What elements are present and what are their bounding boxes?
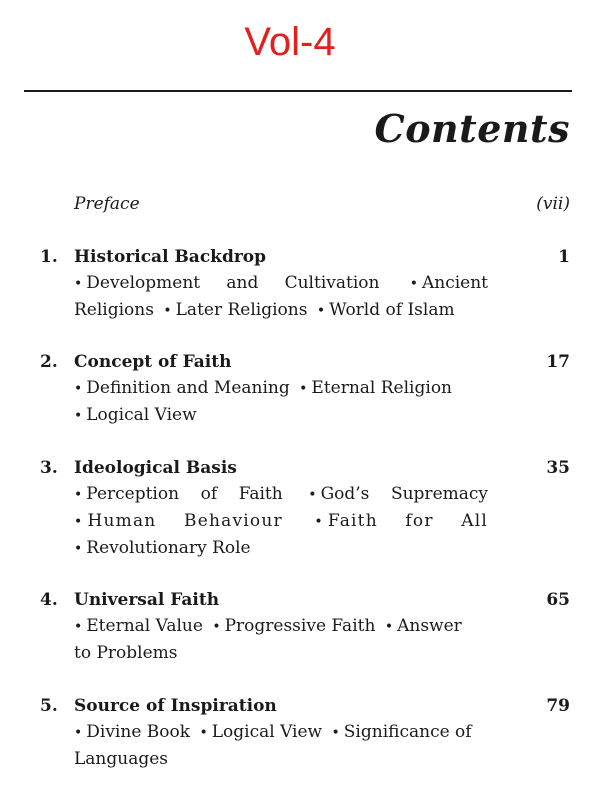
topic-item: Languages (74, 749, 169, 769)
preface-page-number: (vii) (536, 194, 570, 214)
topic-line (74, 297, 488, 324)
bullet-icon: • (409, 276, 418, 292)
chapter-page-number: 17 (546, 352, 570, 372)
topic-item: Eternal Religion (311, 378, 452, 398)
bullet-icon: • (74, 487, 83, 503)
chapter-page-number: 35 (546, 458, 570, 478)
chapter-number: 1. (40, 247, 58, 267)
topic-line (74, 508, 488, 535)
topic-line (74, 613, 488, 640)
bullet-icon: • (212, 619, 221, 635)
topic-item: Logical View (86, 405, 197, 425)
chapter-number: 4. (40, 590, 58, 610)
topic-item: World of Islam (329, 300, 455, 320)
topic-item: to Problems (74, 643, 178, 663)
bullet-icon: • (331, 725, 340, 741)
bullet-icon: • (308, 487, 317, 503)
chapter-topics (74, 719, 488, 772)
topic-line (74, 481, 488, 508)
volume-label: Vol-4 (244, 20, 336, 64)
chapter-page-number: 65 (546, 590, 570, 610)
chapter-heading[interactable]: Source of Inspiration (74, 696, 277, 716)
topic-line (74, 535, 488, 562)
topic-line (74, 640, 488, 666)
bullet-icon: • (74, 276, 83, 292)
topic-item: Faith for All (327, 511, 488, 531)
bullet-icon: • (316, 303, 326, 319)
topic-line (74, 402, 488, 429)
bullet-icon: • (384, 619, 394, 635)
topic-item: Eternal Value (86, 616, 203, 636)
topic-item: Later Religions (175, 300, 308, 320)
chapter-page-number: 1 (558, 247, 570, 267)
bullet-icon: • (199, 725, 208, 741)
topic-line (74, 375, 488, 402)
header-rule (24, 90, 572, 92)
chapter-topics (74, 375, 488, 429)
bullet-icon: • (74, 541, 83, 557)
topic-item: Definition and Meaning (86, 378, 290, 398)
page-title: Contents (374, 106, 570, 151)
topic-item: Development and Cultivation (86, 273, 380, 293)
chapter-topics (74, 270, 488, 324)
topic-line (74, 270, 488, 297)
topic-item: God’s Supremacy (320, 484, 489, 504)
topic-item: Logical View (211, 722, 323, 742)
bullet-icon: • (74, 619, 83, 635)
preface-row[interactable] (74, 192, 570, 216)
chapter-number: 2. (40, 352, 58, 372)
topic-item: Progressive Faith (224, 616, 376, 636)
preface-label: Preface (74, 194, 140, 214)
bullet-icon: • (163, 303, 172, 319)
bullet-icon: • (74, 514, 84, 530)
bullet-icon: • (74, 725, 83, 741)
bullet-icon: • (74, 408, 83, 424)
topic-line (74, 719, 488, 746)
topic-line (74, 746, 488, 772)
topic-item: Revolutionary Role (86, 538, 251, 558)
chapter-heading[interactable]: Ideological Basis (74, 458, 237, 478)
chapter-heading[interactable]: Universal Faith (74, 590, 220, 610)
chapter-heading[interactable]: Concept of Faith (74, 352, 232, 372)
chapter-number: 5. (40, 696, 58, 716)
bullet-icon: • (299, 381, 308, 397)
chapter-topics (74, 481, 488, 562)
topic-item: Answer (397, 616, 462, 636)
topic-item: Ancient (421, 273, 488, 293)
topic-item: Significance of (343, 722, 472, 742)
bullet-icon: • (74, 381, 83, 397)
topic-item: Human Behaviour (87, 511, 283, 531)
chapter-number: 3. (40, 458, 58, 478)
chapter-heading[interactable]: Historical Backdrop (74, 247, 267, 267)
bullet-icon: • (314, 514, 324, 530)
chapter-page-number: 79 (546, 696, 570, 716)
topic-item: Divine Book (86, 722, 191, 742)
topic-item: Religions (74, 300, 154, 320)
topic-item: Perception of Faith (86, 484, 283, 504)
chapter-topics (74, 613, 488, 666)
